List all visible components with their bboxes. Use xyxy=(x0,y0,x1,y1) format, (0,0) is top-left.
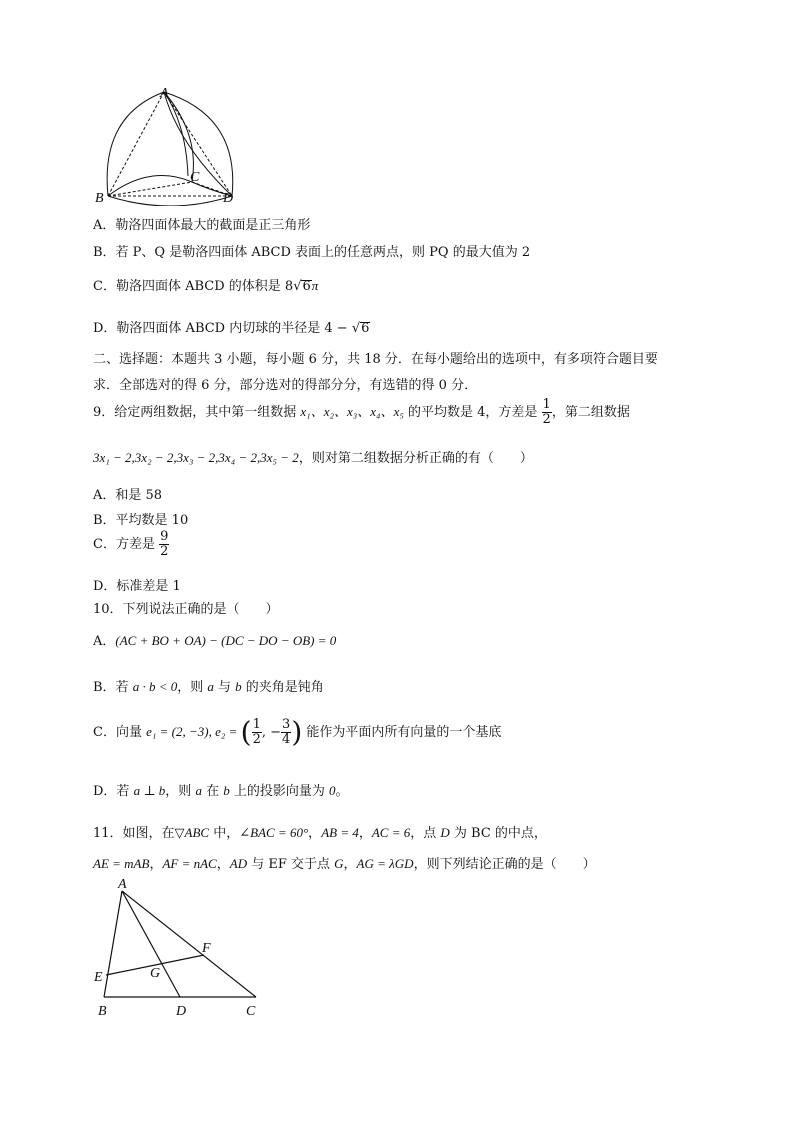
q11-triangle: ▽ABC xyxy=(174,825,210,840)
q11-mid2: ， xyxy=(308,826,322,841)
q9-variance-fraction xyxy=(542,398,552,427)
q8-c-radicand: 6 xyxy=(302,279,311,294)
reuleaux-tetrahedron-figure xyxy=(90,84,250,206)
q11-angle: ∠BAC = 60° xyxy=(239,825,309,840)
q11-ae: AE = mAB xyxy=(93,856,150,871)
q10-option-a xyxy=(93,630,336,649)
q10-d-zero: 0 xyxy=(328,783,336,798)
fig2-label-e: E xyxy=(94,970,103,985)
q9-vars: x₁、x₂、x₃、x₄、x₅ xyxy=(300,404,404,419)
q9-stem-pre: 9．给定两组数据，其中第一组数据 xyxy=(93,405,301,420)
q10-b-mid: ，则 xyxy=(177,680,208,695)
q9-c-den: 2 xyxy=(160,544,169,559)
q8-c-text: C．勒洛四面体 ABCD 的体积是 xyxy=(93,279,285,294)
q10-b-with: 与 xyxy=(213,680,236,695)
q10-d-a: a xyxy=(195,783,202,798)
q9-stem-line2 xyxy=(93,447,533,466)
q10-c-f2n: 3 xyxy=(282,717,291,732)
q10-c-sep: , − xyxy=(261,725,282,740)
q11-ab: AB = 4 xyxy=(321,825,359,840)
q10-d-end: 。 xyxy=(335,784,349,799)
fig2-label-d: D xyxy=(176,1004,187,1019)
q11-l2-c1: ， xyxy=(149,857,163,872)
q10-option-d xyxy=(93,780,348,799)
q9-c-text: C．方差是 xyxy=(93,537,160,552)
fig1-label-b: B xyxy=(95,191,104,206)
q11-mid3: ，点 xyxy=(410,826,441,841)
q10-c-f1d: 2 xyxy=(252,732,261,747)
q9-option-a: A．和是 58 xyxy=(93,488,163,503)
section2-line2: 求．全部选对的得 6 分，部分选对的得部分分，有选错的得 0 分． xyxy=(93,378,478,393)
section2-line1: 二、选择题：本题共 3 小题，每小题 6 分，共 18 分．在每小题给出的选项中，有多项符合题目要 xyxy=(93,352,658,367)
q9-option-c xyxy=(93,530,169,559)
q8-option-c: C．勒洛四面体 ABCD 的体积是 8√6π xyxy=(93,278,319,294)
q10-a-label: A． xyxy=(93,634,116,649)
q10-a-expr: (AC + BO + OA) − (DC − DO − OB) = 0 xyxy=(115,633,337,648)
q9-second-group: 3x₁ − 2,3x₂ − 2,3x₃ − 2,3x₄ − 2,3x₅ − 2 xyxy=(93,450,299,465)
q9-var-den: 2 xyxy=(542,412,551,427)
q11-g: G xyxy=(334,856,344,871)
q11-l2-c2: ， xyxy=(216,857,230,872)
q8-option-a: A．勒洛四面体最大的截面是正三角形 xyxy=(93,218,311,233)
q10-b-a: a xyxy=(207,679,214,694)
q8-option-b: B．若 P、Q 是勒洛四面体 ABCD 表面上的任意两点，则 PQ 的最大值为 2 xyxy=(93,245,531,260)
q10-d-expr: a ⊥ b xyxy=(133,783,166,798)
q11-stem-line2 xyxy=(93,853,596,872)
q11-ad: AD xyxy=(229,856,248,871)
q10-c-frac2 xyxy=(281,718,291,747)
q10-b-b: b xyxy=(235,679,242,694)
q10-c-label: C．向量 xyxy=(93,725,147,740)
q11-d: D xyxy=(440,825,450,840)
q8-c-coef: 8 xyxy=(284,279,294,294)
q8-option-d: D．勒洛四面体 ABCD 内切球的半径是 4 − √6 xyxy=(93,321,370,336)
q11-ag: AG = λGD xyxy=(356,856,414,871)
q9-option-b: B．平均数是 10 xyxy=(93,513,189,528)
q11-mid1: 中， xyxy=(209,826,240,841)
q9-var-num: 1 xyxy=(542,397,551,412)
fig1-label-c: C xyxy=(190,170,200,185)
q10-d-in: 在 xyxy=(201,784,224,799)
q10-b-label: B．若 xyxy=(93,680,133,695)
q10-option-c: C．向量 e₁ = (2, −3), e₂ = ( $\frac{1}{2}$ , − $\frac{3}{4}$ ) 能作为平面内所有向量的一个基底 xyxy=(93,715,502,749)
q11-c1: ， xyxy=(358,826,372,841)
q11-l2-c3: ， xyxy=(343,857,357,872)
q10-d-b: b xyxy=(223,783,230,798)
q11-pre: 11．如图，在 xyxy=(93,826,175,841)
fig2-label-b: B xyxy=(98,1004,107,1019)
q9-stem-mid: 的平均数是 4，方差是 xyxy=(403,405,542,420)
q9-line2-tail: ，则对第二组数据分析正确的有（ ） xyxy=(298,451,533,466)
q10-d-label: D．若 xyxy=(93,784,134,799)
q10-c-frac1 xyxy=(252,718,262,747)
q10-b-expr: a · b < 0 xyxy=(132,679,178,694)
q8-d-radicand: 6 xyxy=(361,321,370,336)
q9-stem xyxy=(93,398,630,427)
q9-c-num: 9 xyxy=(160,529,169,544)
fig2-label-g: G xyxy=(150,966,161,981)
q11-l2-mid: 与 EF 交于点 xyxy=(247,857,335,872)
triangle-abc-figure xyxy=(90,875,270,1025)
q11-ac: AC = 6 xyxy=(371,825,411,840)
q11-af: AF = nAC xyxy=(162,856,217,871)
q10-option-b xyxy=(93,676,324,695)
fig2-label-c: C xyxy=(246,1004,256,1019)
q9-option-d: D．标准差是 1 xyxy=(93,579,181,594)
q11-stem xyxy=(93,822,547,841)
q10-d-mid: ，则 xyxy=(165,784,196,799)
q10-c-f2d: 4 xyxy=(282,732,291,747)
fig2-label-f: F xyxy=(202,941,211,956)
q11-post: 为 BC 的中点， xyxy=(449,826,547,841)
q11-l2-tail: ，则下列结论正确的是（ ） xyxy=(413,857,596,872)
fig1-label-d: D xyxy=(223,191,234,206)
q8-d-expr: 4 − xyxy=(324,321,352,336)
q10-stem: 10．下列说法正确的是（ ） xyxy=(93,602,279,617)
q10-c-e: e₁ = (2, −3), e₂ = xyxy=(146,724,241,739)
fig2-label-a: A xyxy=(118,877,127,892)
fig1-label-a: A xyxy=(160,86,169,101)
q10-c-f1n: 1 xyxy=(252,717,261,732)
q8-d-text: D．勒洛四面体 ABCD 内切球的半径是 xyxy=(93,321,325,336)
q10-b-tail: 的夹角是钝角 xyxy=(241,680,324,695)
q10-d-tail: 上的投影向量为 xyxy=(229,784,329,799)
q9-c-fraction xyxy=(159,530,169,559)
q10-c-tail: 能作为平面内所有向量的一个基底 xyxy=(302,725,502,740)
q8-c-pi: π xyxy=(311,278,319,293)
q9-stem-post: ，第二组数据 xyxy=(551,405,630,420)
